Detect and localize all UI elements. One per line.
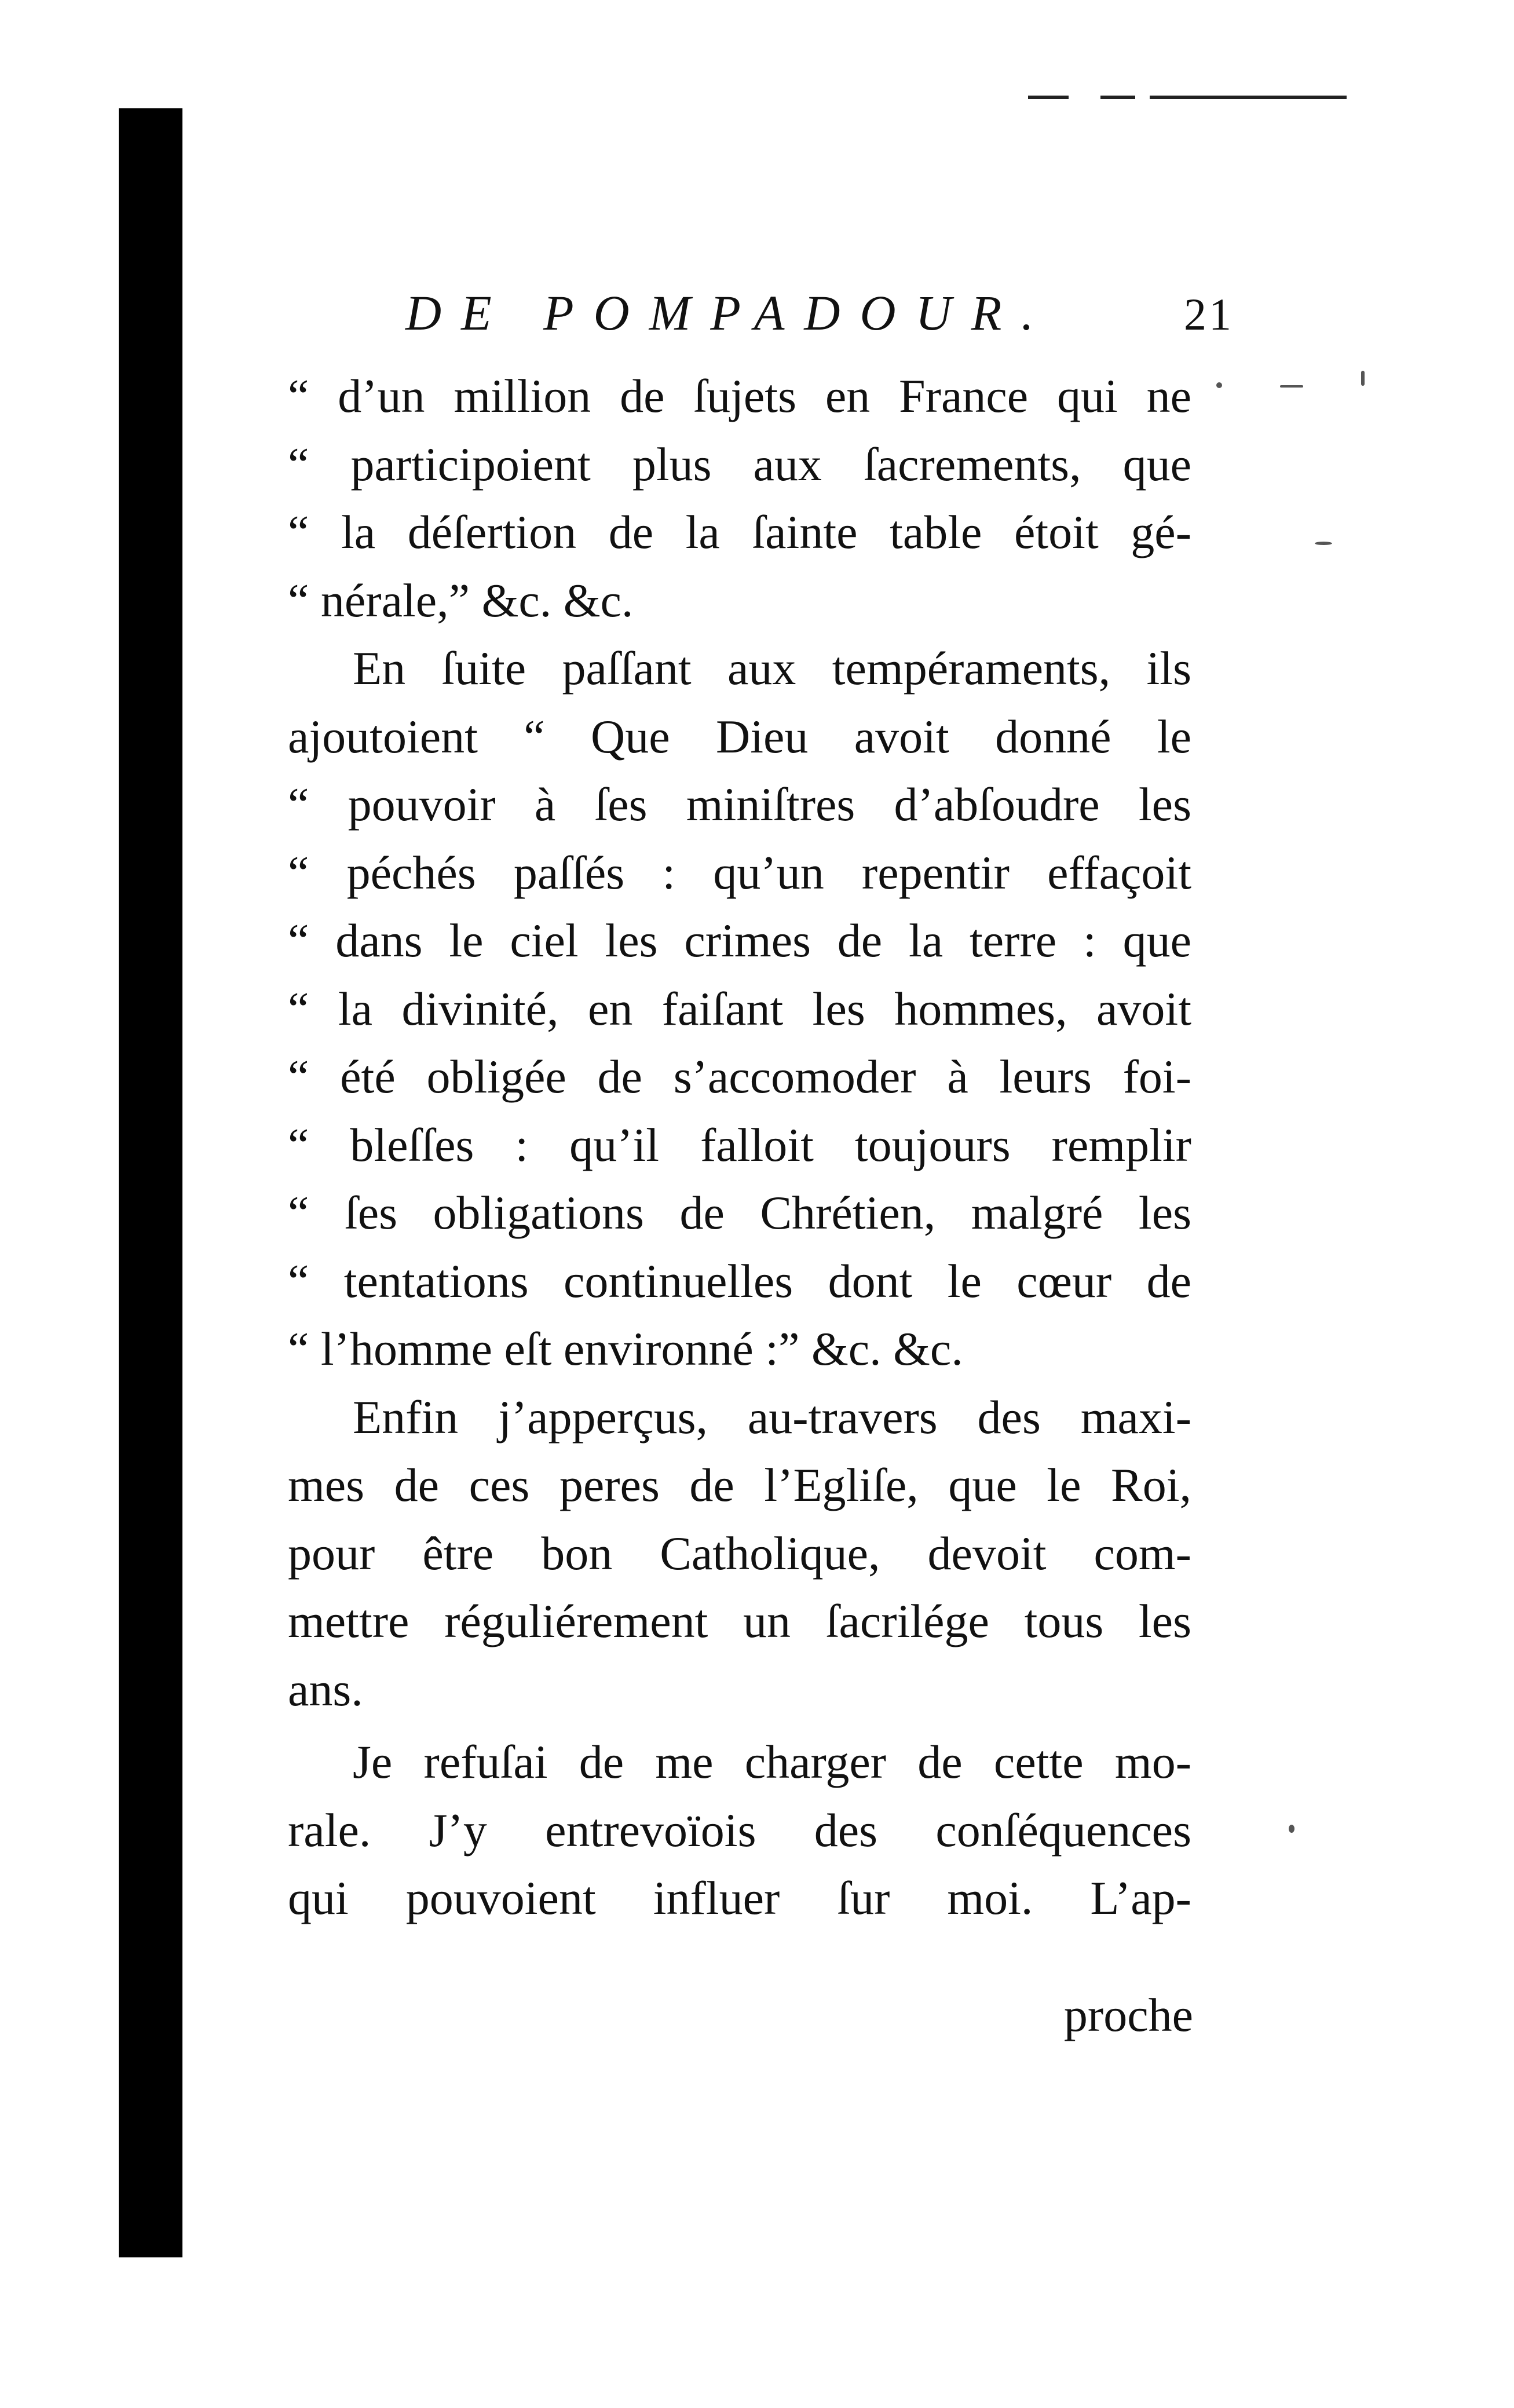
- text-line: “ dans le ciel les crimes de la terre : que: [288, 914, 1191, 967]
- ink-speck: [1315, 542, 1332, 545]
- page-binding-shadow: [119, 108, 182, 2257]
- text-line: rale. J’y entrevoïois des conſéquences: [288, 1803, 1191, 1857]
- text-line: “ nérale,” &c. &c.: [288, 573, 634, 627]
- text-line: ajoutoient “ Que Dieu avoit donné le: [288, 710, 1191, 763]
- text-line: “ tentations continuelles dont le cœur de: [288, 1254, 1191, 1307]
- text-line: “ d’un million de ſujets en France qui ne: [288, 370, 1191, 422]
- text-line: “ pouvoir à ſes miniſtres d’abſoudre les: [288, 778, 1191, 831]
- ink-speck: [1361, 371, 1365, 386]
- text-line: pour être bon Catholique, devoit com-: [288, 1526, 1191, 1580]
- ink-speck: [1289, 1825, 1294, 1833]
- text-line: “ la déſertion de la ſainte table étoit gé-: [288, 506, 1191, 558]
- text-line: “ la divinité, en faiſant les hommes, avoit: [288, 982, 1191, 1035]
- text-line: mes de ces peres de l’Egliſe, que le Roi,: [288, 1459, 1191, 1511]
- top-rule-1: [1028, 96, 1069, 99]
- text-line: “ participoient plus aux ſacrements, que: [288, 437, 1191, 491]
- paragraph-gap: [288, 1723, 1191, 1728]
- text-line: ans.: [288, 1662, 363, 1716]
- page-number: 21: [1184, 289, 1234, 339]
- text-line: Enfin j’apperçus, au-travers des maxi-: [353, 1390, 1191, 1444]
- text-line: Je refuſai de me charger de cette mo-: [353, 1735, 1191, 1788]
- text-line: “ l’homme eſt environné :” &c. &c.: [288, 1322, 963, 1375]
- text-line: “ ſes obligations de Chrétien, malgré les: [288, 1186, 1191, 1239]
- body-text: [288, 362, 1191, 1932]
- text-line: “ été obligée de s’accomoder à leurs foi-: [288, 1050, 1191, 1103]
- text-line: “ péchés paſſés : qu’un repentir effaçoit: [288, 846, 1191, 899]
- text-line: “ bleſſes : qu’il falloit toujours remplir: [288, 1118, 1191, 1171]
- catchword: proche: [1063, 1989, 1193, 2041]
- text-line: mettre réguliérement un ſacrilége tous les: [288, 1595, 1191, 1647]
- ink-speck: [1216, 382, 1222, 388]
- ink-speck: [1280, 385, 1303, 388]
- top-rule-3: [1150, 96, 1347, 99]
- running-title: DE POMPADOUR.: [405, 285, 1054, 341]
- text-line: En ſuite paſſant aux tempéraments, ils: [353, 642, 1191, 695]
- running-head: [405, 284, 1234, 348]
- text-line: qui pouvoient influer ſur moi. L’ap-: [288, 1872, 1191, 1924]
- top-rule-2: [1100, 96, 1135, 99]
